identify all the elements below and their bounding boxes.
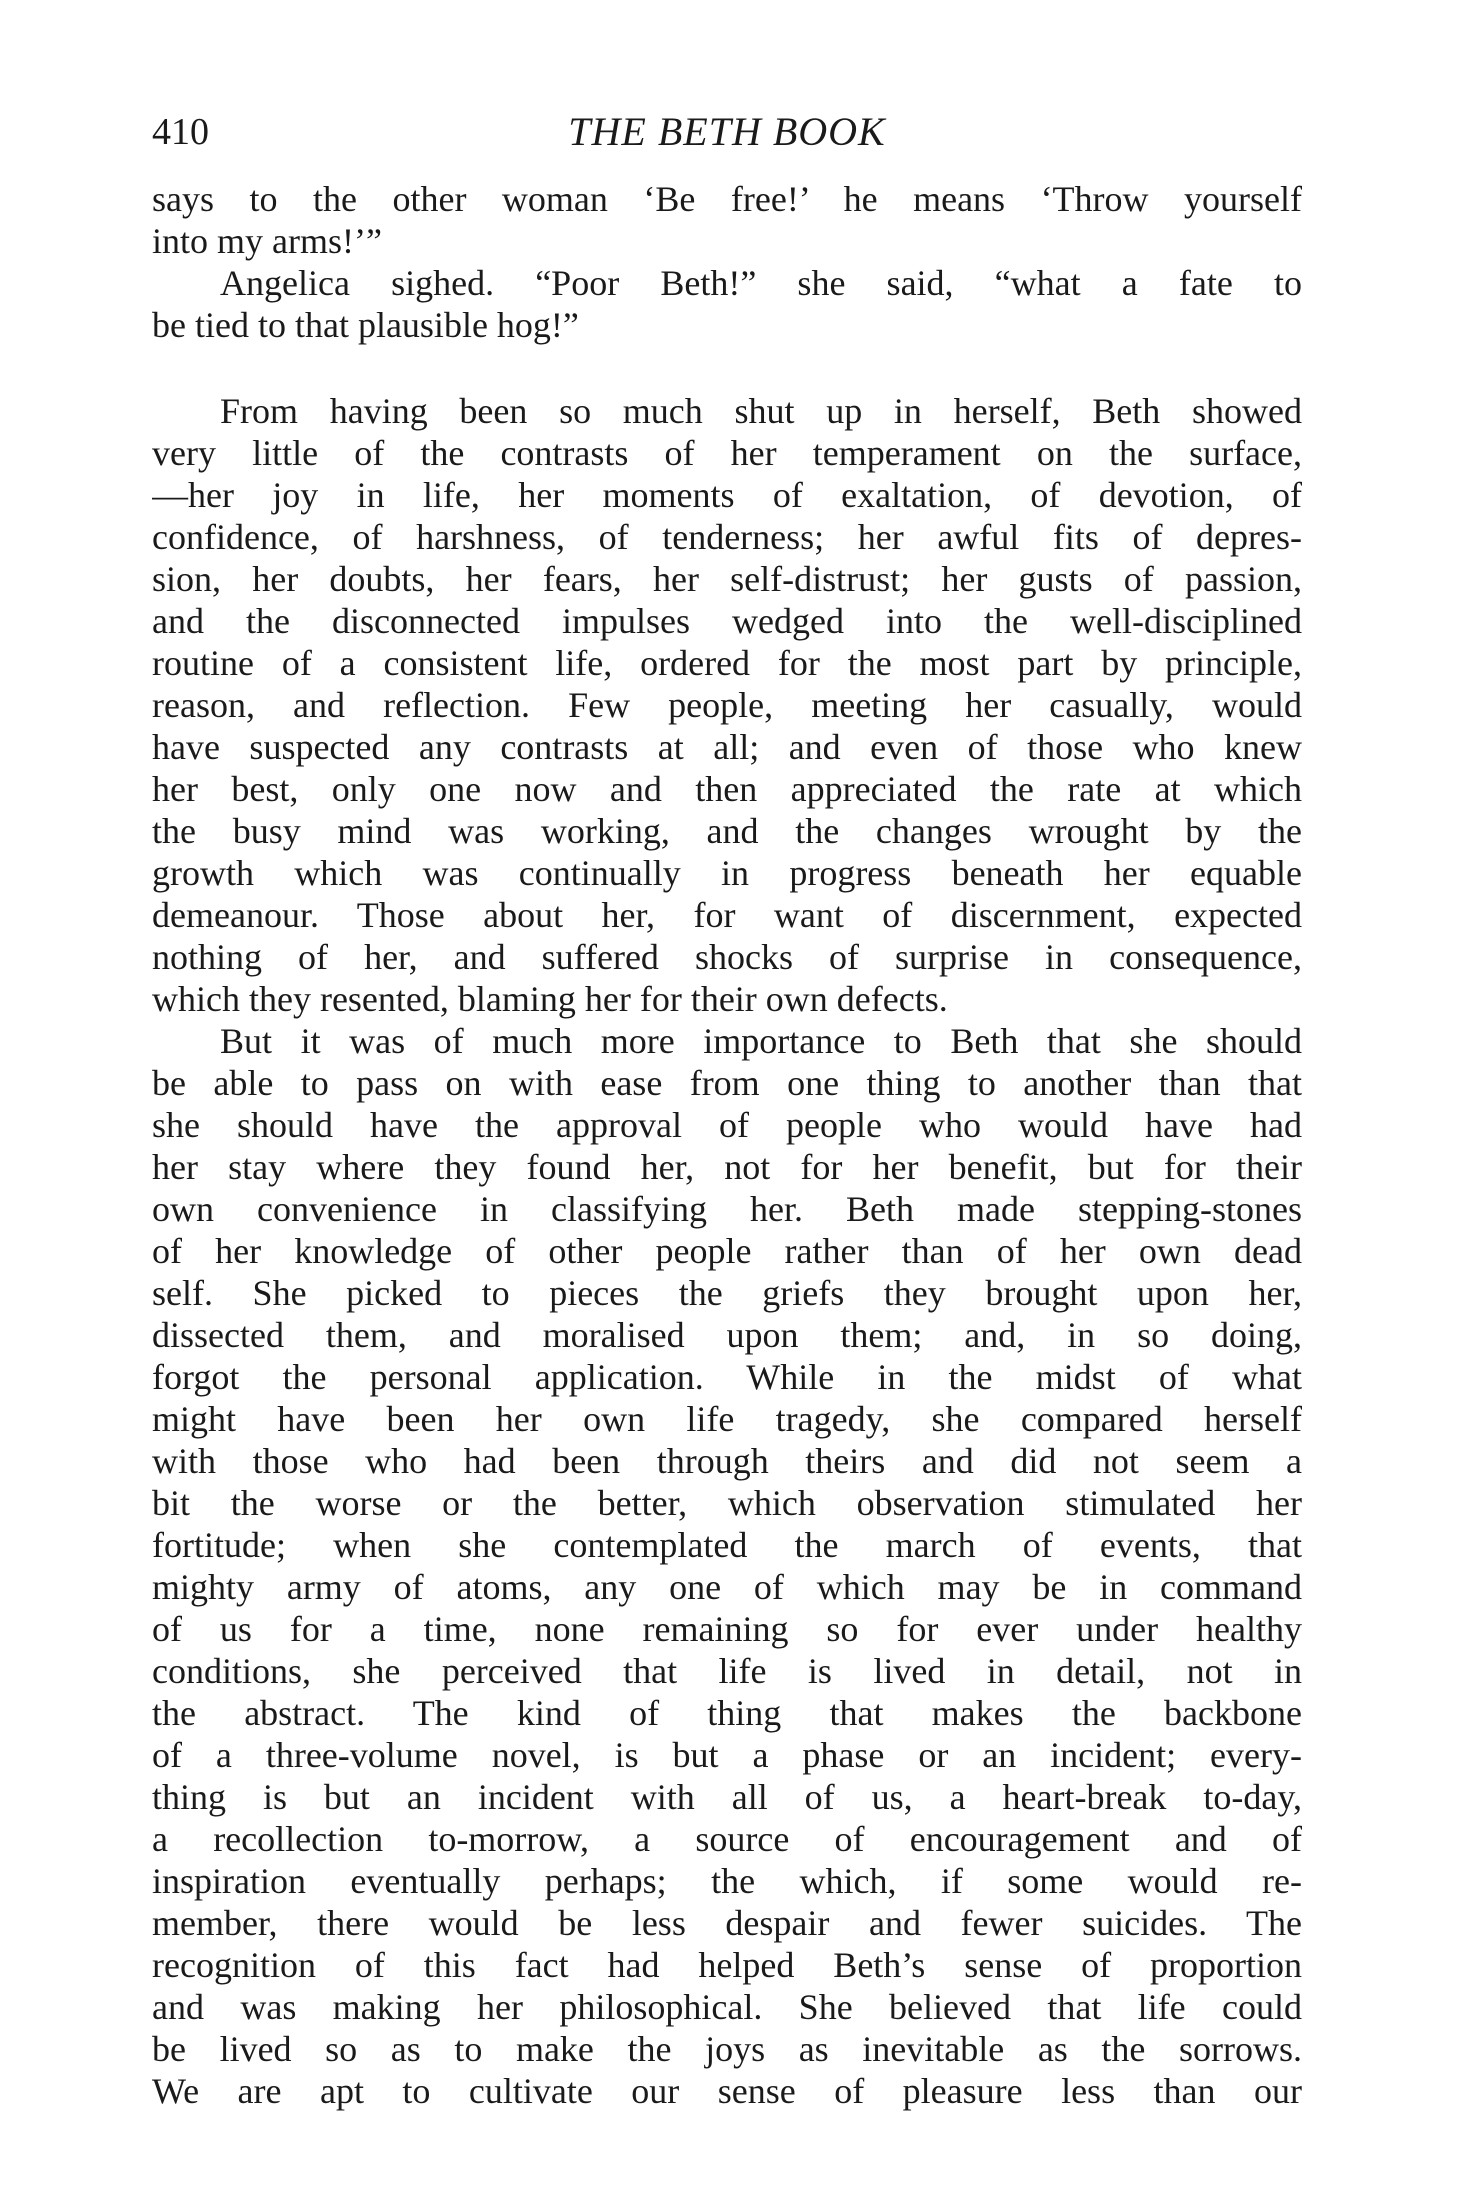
text-line: be able to pass on with ease from one thing to another than that xyxy=(152,1063,1302,1103)
text-line: sion, her doubts, her fears, her self-distrust; her gusts of passion, xyxy=(152,559,1302,599)
text-line: growth which was continually in progress beneath her equable xyxy=(152,853,1302,893)
body-text xyxy=(152,178,1302,2112)
section-break xyxy=(152,346,1302,390)
text-line: the busy mind was working, and the changes wrought by the xyxy=(152,811,1302,851)
page-header xyxy=(152,102,1302,162)
text-line: of her knowledge of other people rather than of her own dead xyxy=(152,1231,1302,1271)
text-line: self. She picked to pieces the griefs they brought upon her, xyxy=(152,1273,1302,1313)
text-line: inspiration eventually perhaps; the which, if some would re- xyxy=(152,1861,1302,1901)
text-line: and the disconnected impulses wedged into the well-disciplined xyxy=(152,601,1302,641)
text-line: bit the worse or the better, which observation stimulated her xyxy=(152,1483,1302,1523)
text-line: says to the other woman ‘Be free!’ he means ‘Throw yourself xyxy=(152,179,1302,219)
text-line: reason, and reflection. Few people, meeting her casually, would xyxy=(152,685,1302,725)
text-line: routine of a consistent life, ordered for the most part by principle, xyxy=(152,643,1302,683)
text-line: recognition of this fact had helped Beth’s sense of proportion xyxy=(152,1945,1302,1985)
text-line: Angelica sighed. “Poor Beth!” she said, “what a fate to xyxy=(220,263,1302,303)
text-line: demeanour. Those about her, for want of discernment, expected xyxy=(152,895,1302,935)
page-number: 410 xyxy=(152,111,209,153)
text-line: might have been her own life tragedy, she compared herself xyxy=(152,1399,1302,1439)
text-line: confidence, of harshness, of tenderness; her awful fits of depres- xyxy=(152,517,1302,557)
running-head: THE BETH BOOK xyxy=(568,109,886,154)
text-line: conditions, she perceived that life is lived in detail, not in xyxy=(152,1651,1302,1691)
text-line: member, there would be less despair and fewer suicides. The xyxy=(152,1903,1302,1943)
text-line: have suspected any contrasts at all; and even of those who knew xyxy=(152,727,1302,767)
text-line: nothing of her, and suffered shocks of surprise in consequence, xyxy=(152,937,1302,977)
text-line: of a three-volume novel, is but a phase or an incident; every- xyxy=(152,1735,1302,1775)
text-line: From having been so much shut up in herself, Beth showed xyxy=(220,391,1302,431)
text-line: be lived so as to make the joys as inevitable as the sorrows. xyxy=(152,2029,1302,2069)
text-line: with those who had been through theirs and did not seem a xyxy=(152,1441,1302,1481)
text-line: fortitude; when she contemplated the march of events, that xyxy=(152,1525,1302,1565)
text-line: which they resented, blaming her for their own defects. xyxy=(152,979,948,1019)
text-line: dissected them, and moralised upon them; and, in so doing, xyxy=(152,1315,1302,1355)
text-line: of us for a time, none remaining so for ever under healthy xyxy=(152,1609,1302,1649)
text-line: be tied to that plausible hog!” xyxy=(152,305,579,345)
text-line: thing is but an incident with all of us, a heart-break to-day, xyxy=(152,1777,1302,1817)
text-line: her stay where they found her, not for her benefit, but for their xyxy=(152,1147,1302,1187)
text-line: a recollection to-morrow, a source of encouragement and of xyxy=(152,1819,1302,1859)
text-line: the abstract. The kind of thing that makes the backbone xyxy=(152,1693,1302,1733)
text-line: very little of the contrasts of her temperament on the surface, xyxy=(152,433,1302,473)
text-line: mighty army of atoms, any one of which may be in command xyxy=(152,1567,1302,1607)
text-line: forgot the personal application. While in the midst of what xyxy=(152,1357,1302,1397)
text-line: and was making her philosophical. She believed that life could xyxy=(152,1987,1302,2027)
text-line: her best, only one now and then appreciated the rate at which xyxy=(152,769,1302,809)
text-line: own convenience in classifying her. Beth made stepping-stones xyxy=(152,1189,1302,1229)
text-line: into my arms!’” xyxy=(152,221,382,261)
text-line: —her joy in life, her moments of exaltation, of devotion, of xyxy=(152,475,1302,515)
text-line: she should have the approval of people who would have had xyxy=(152,1105,1302,1145)
text-line: But it was of much more importance to Beth that she should xyxy=(220,1021,1302,1061)
text-line: We are apt to cultivate our sense of pleasure less than our xyxy=(152,2071,1302,2111)
